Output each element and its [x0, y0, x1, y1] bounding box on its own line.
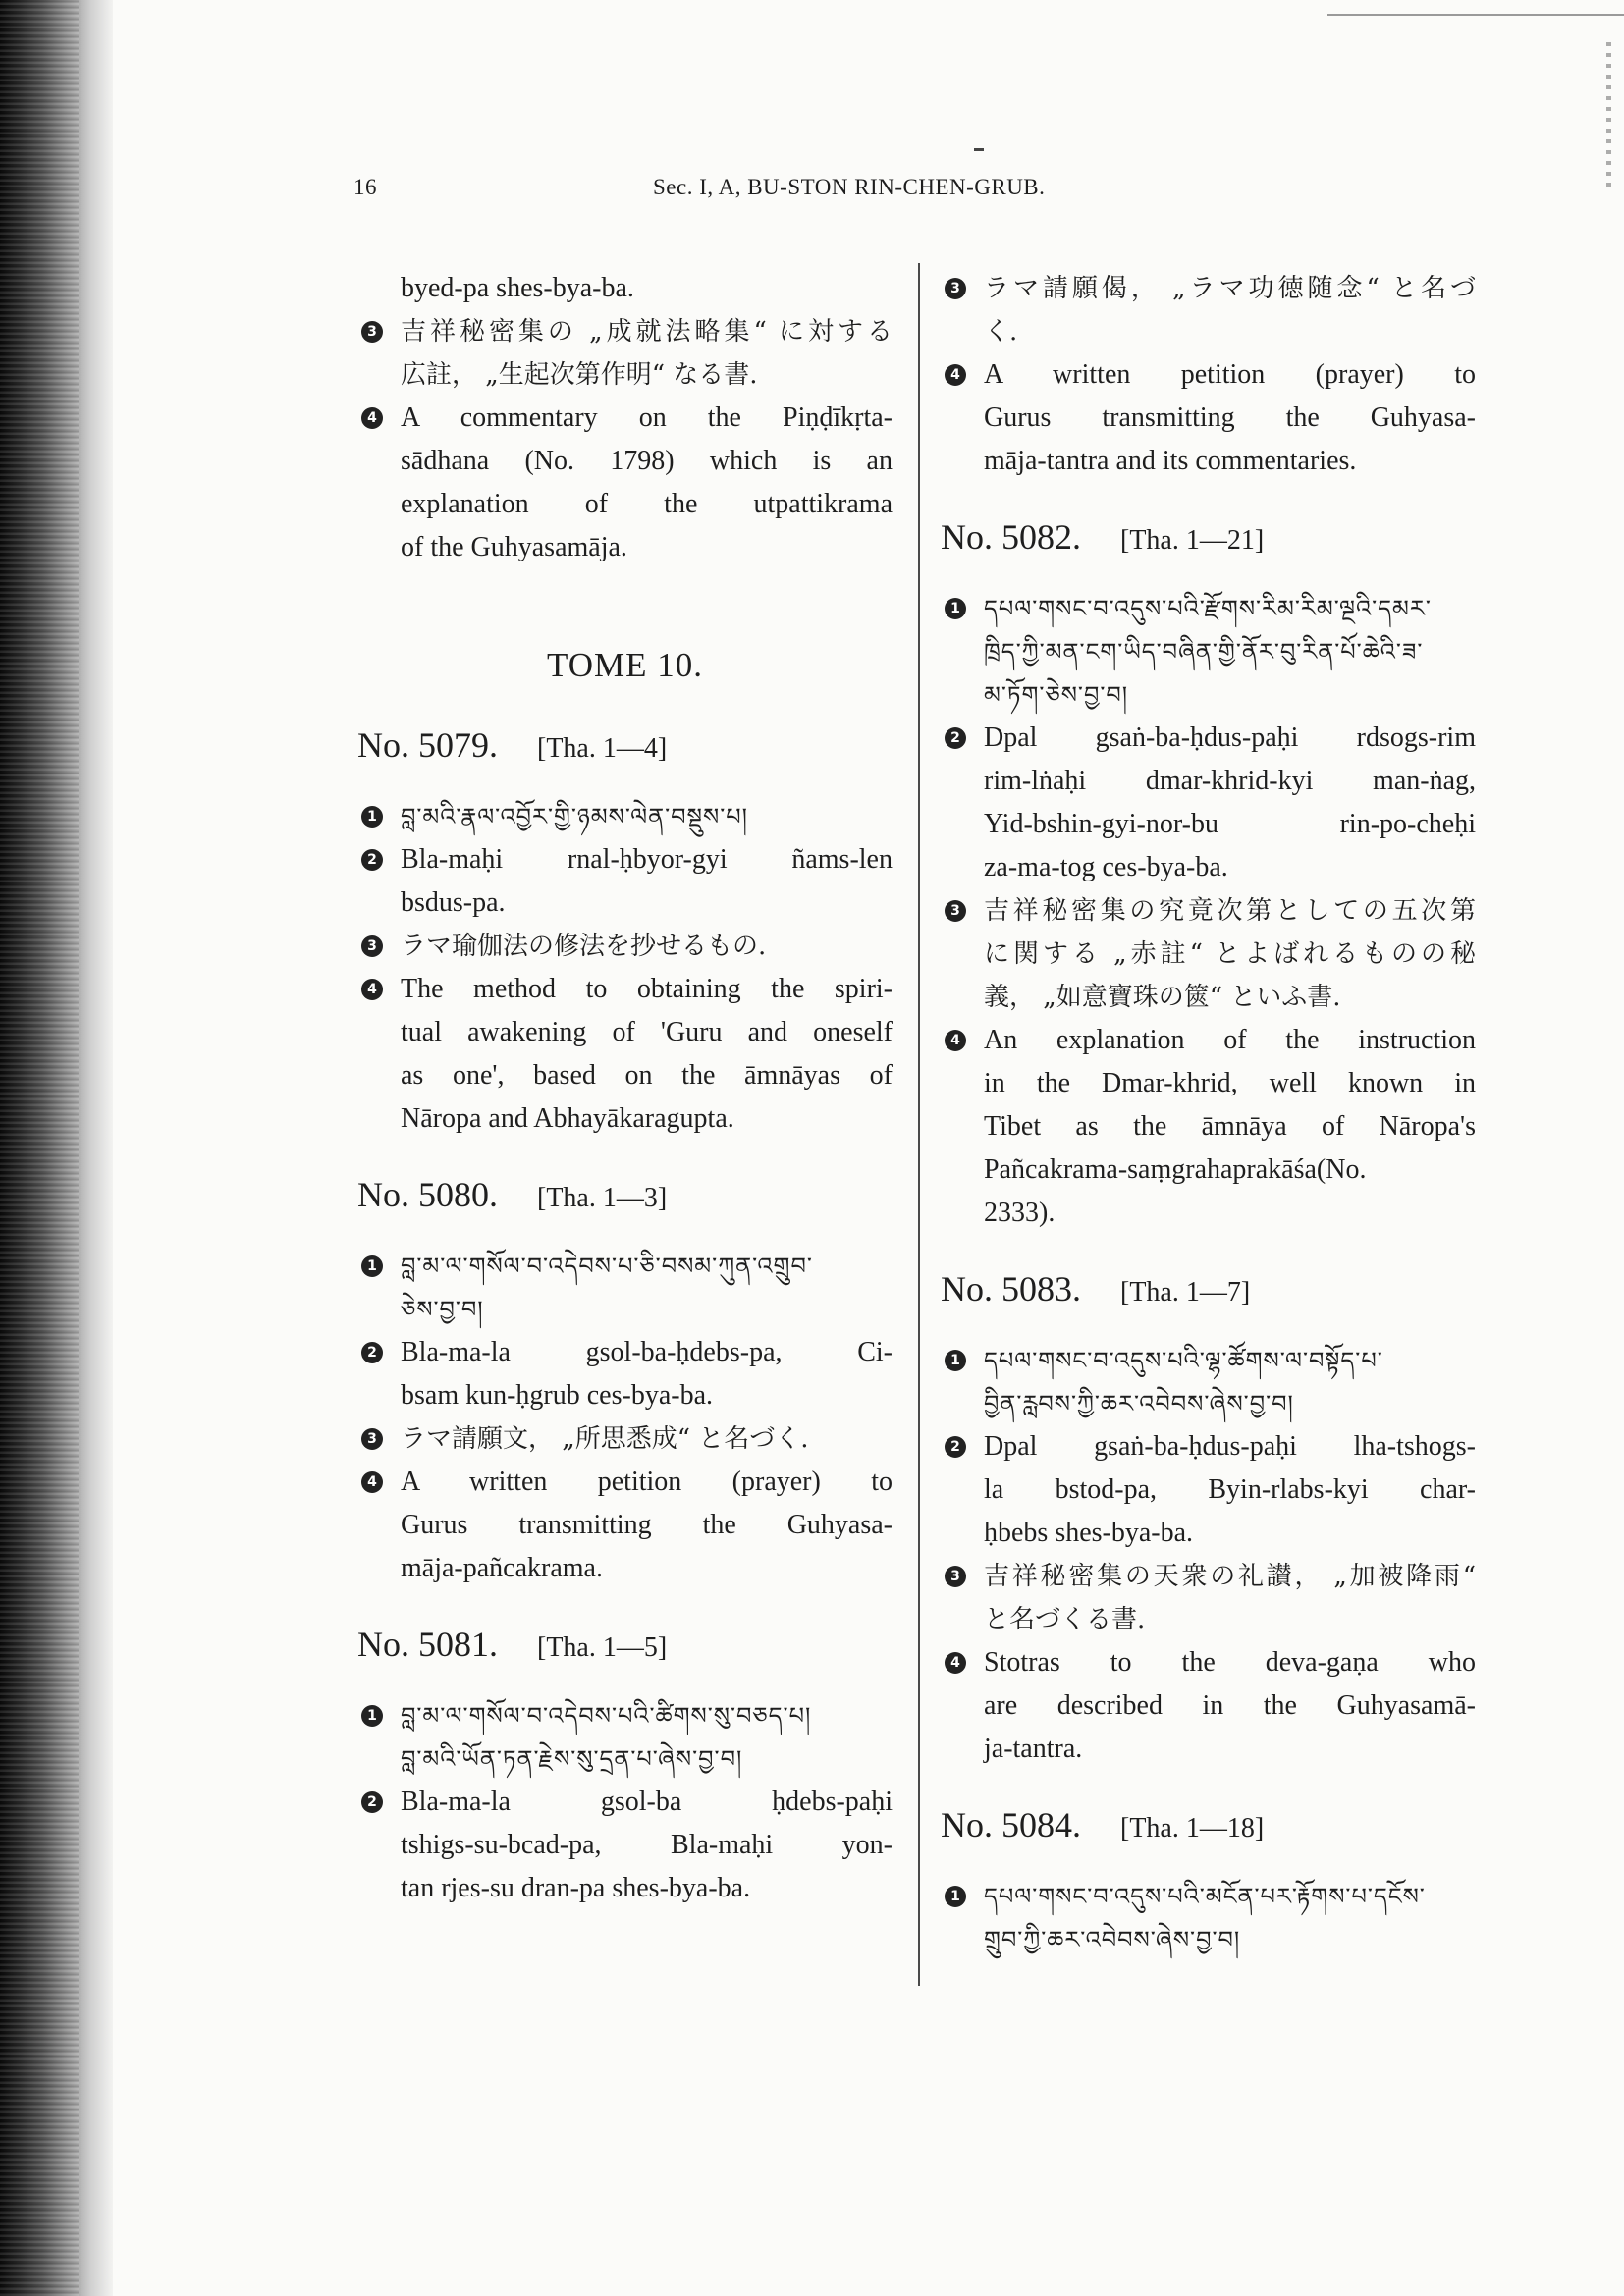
text-line: māja-pañcakrama. [401, 1553, 603, 1583]
marker-4-icon: 4 [945, 1030, 966, 1051]
text-line: ラマ請願偈， „ラマ功徳随念“ と名づ [984, 274, 1476, 303]
entry-reference: [Tha. 1—7] [1120, 1277, 1251, 1308]
section-heading: Sec. I, A, BU-STON RIN-CHEN-GRUB. [653, 175, 1046, 199]
marker-4-icon: 4 [945, 364, 966, 386]
text-line: Tibet as the āmnāya of Nāropa's [984, 1111, 1476, 1142]
text-line: བླ་མ་ལ་གསོལ་བ་འདེབས་པའི་ཚིགས་སུ་བཅད་པ། [401, 1702, 812, 1730]
marker-1-icon: 1 [361, 806, 383, 828]
item-english [357, 397, 893, 569]
running-head [353, 175, 1434, 214]
text-line: དཔལ་གསང་བ་འདུས་པའི་རྫོགས་རིམ་རིམ་ལྔའི་དམར་ [984, 595, 1432, 622]
catalogue-entry [941, 512, 1476, 1235]
text-line: Dpal gsaṅ-ba-ḥdus-paḥi rdsogs-rim [984, 722, 1476, 753]
item-japanese [941, 1555, 1476, 1641]
text-line: 吉祥秘密集の „成就法略集“ に対する [401, 317, 893, 347]
entry-heading [357, 721, 893, 774]
item-transliteration [357, 1781, 893, 1910]
text-line: A written petition (prayer) to [401, 1467, 893, 1497]
text-line: as one', based on the āmnāyas of [401, 1060, 893, 1091]
marker-1-icon: 1 [361, 1705, 383, 1727]
text-line: Bla-maḥi rnal-ḥbyor-gyi ñams-len [401, 844, 893, 875]
entry-reference: [Tha. 1—5] [537, 1632, 668, 1663]
entry-reference: [Tha. 1—21] [1120, 525, 1265, 556]
marker-3-icon: 3 [945, 278, 966, 299]
scan-binding-grain [0, 0, 79, 2296]
text-line: tshigs-su-bcad-pa, Bla-maḥi yon- [401, 1830, 893, 1860]
text-line: māja-tantra and its commentaries. [984, 446, 1357, 476]
text-line: A commentary on the Piṇḍīkṛta- [401, 402, 893, 433]
item-transliteration [357, 838, 893, 925]
item-tibetan [941, 1339, 1476, 1425]
entry-reference: [Tha. 1—4] [537, 733, 668, 764]
item-tibetan [357, 795, 893, 838]
text-line: rim-lṅaḥi dmar-khrid-kyi man-ṅag, [984, 766, 1476, 796]
text-line: བླ་མའི་ཡོན་ཏན་རྗེས་སུ་དྲན་པ་ཞེས་བྱ་བ། [401, 1745, 743, 1773]
entry-reference: [Tha. 1—18] [1120, 1813, 1265, 1843]
item-english [941, 1641, 1476, 1771]
marker-2-icon: 2 [945, 1436, 966, 1458]
item-tibetan [941, 1875, 1476, 1961]
text-line: Pañcakrama-saṃgrahaprakāśa(No. [984, 1154, 1367, 1185]
entry-heading [941, 1264, 1476, 1317]
text-line: explanation of the utpattikrama [401, 489, 893, 519]
text-line: bsam kun-ḥgrub ces-bya-ba. [401, 1380, 714, 1411]
text-line: བླ་མ་ལ་གསོལ་བ་འདེབས་པ་ཅི་བསམ་ཀུན་འགྲུབ་ [401, 1253, 813, 1280]
marker-3-icon: 3 [945, 900, 966, 922]
text-line: ཅེས་བྱ་བ། [401, 1296, 484, 1323]
text-line: Yid-bshin-gyi-nor-bu rin-po-cheḥi [984, 809, 1476, 839]
text-line: of the Guhyasamāja. [401, 532, 627, 562]
text-line: are described in the Guhyasamā- [984, 1690, 1476, 1721]
marker-1-icon: 1 [945, 1886, 966, 1907]
marker-1-icon: 1 [945, 1350, 966, 1371]
item-transliteration [941, 1425, 1476, 1555]
text-line: 吉祥秘密集の天衆の礼讃， „加被降雨“ [984, 1562, 1476, 1591]
item-tibetan [357, 1245, 893, 1331]
entry-number: No. 5080. [357, 1175, 498, 1214]
entry-number: No. 5083. [941, 1269, 1081, 1308]
entry-heading [357, 1170, 893, 1223]
scan-top-rule [1327, 14, 1624, 16]
entry-heading [941, 512, 1476, 565]
right-column [941, 267, 1476, 1961]
item-english [357, 968, 893, 1141]
text-line: Dpal gsaṅ-ba-ḥdus-paḥi lha-tshogs- [984, 1431, 1476, 1462]
text-line: 広註， „生起次第作明“ なる書. [401, 360, 758, 390]
text-line: in the Dmar-khrid, well known in [984, 1068, 1476, 1098]
text-line: The method to obtaining the spiri- [401, 974, 893, 1004]
marker-2-icon: 2 [361, 849, 383, 871]
text-line: Stotras to the deva-gaṇa who [984, 1647, 1476, 1678]
item-english [941, 1019, 1476, 1235]
marker-3-icon: 3 [945, 1566, 966, 1587]
entry-heading [357, 1620, 893, 1673]
text-line: བྱིན་རླབས་ཀྱི་ཆར་འབེབས་ཞེས་བྱ་བ། [984, 1390, 1294, 1417]
text-line: tual awakening of 'Guru and oneself [401, 1017, 893, 1047]
item-tibetan [941, 587, 1476, 717]
entry-number: No. 5082. [941, 517, 1081, 557]
marker-2-icon: 2 [945, 727, 966, 749]
column-divider [918, 263, 920, 1986]
text-line: sādhana (No. 1798) which is an [401, 446, 893, 476]
left-column [357, 267, 893, 1910]
text-line: 義， „如意寶珠の篋“ といふ書. [984, 983, 1341, 1012]
marker-1-icon: 1 [945, 598, 966, 619]
entry-number: No. 5079. [357, 725, 498, 765]
marker-2-icon: 2 [361, 1791, 383, 1813]
text-line: tan rjes-su dran-pa shes-bya-ba. [401, 1873, 751, 1903]
print-tick-mark [974, 148, 984, 151]
text-line: Bla-ma-la gsol-ba ḥdebs-paḥi [401, 1787, 893, 1817]
text-line: An explanation of the instruction [984, 1025, 1476, 1055]
text-line: la bstod-pa, Byin-rlabs-kyi char- [984, 1474, 1476, 1505]
item-japanese [941, 889, 1476, 1019]
text-line: bsdus-pa. [401, 887, 506, 918]
continued-line: byed-pa shes-bya-ba. [401, 273, 634, 303]
catalogue-entry [357, 1170, 893, 1590]
text-line: དཔལ་གསང་བ་འདུས་པའི་མངོན་པར་རྟོགས་པ་དངོས་ [984, 1883, 1426, 1910]
text-line: Nāropa and Abhayākaragupta. [401, 1103, 734, 1134]
item-transliteration [941, 717, 1476, 889]
marker-4-icon: 4 [361, 1471, 383, 1493]
marker-4-icon: 4 [945, 1652, 966, 1674]
text-line: ḥbebs shes-bya-ba. [984, 1518, 1194, 1548]
entry-number: No. 5084. [941, 1805, 1081, 1844]
tome-heading: TOME 10. [546, 646, 704, 684]
catalogue-entry [941, 1264, 1476, 1771]
text-line: Gurus transmitting the Guhyasa- [401, 1510, 893, 1540]
item-japanese [357, 1417, 893, 1461]
text-line: 吉祥秘密集の究竟次第としての五次第 [984, 896, 1476, 926]
text-line: と名づくる書. [984, 1605, 1146, 1634]
item-japanese [357, 310, 893, 397]
item-transliteration [357, 1331, 893, 1417]
text-line: A written petition (prayer) to [984, 359, 1476, 390]
item-japanese [357, 925, 893, 968]
item-japanese [941, 267, 1476, 353]
item-english [941, 353, 1476, 483]
text-line: く. [984, 317, 1018, 347]
item-english [357, 1461, 893, 1590]
text-line: མ་ཏོག་ཅེས་བྱ་བ། [984, 681, 1129, 709]
marker-2-icon: 2 [361, 1342, 383, 1363]
marker-1-icon: 1 [361, 1255, 383, 1277]
text-line: ラマ請願文， „所思悉成“ と名づく. [401, 1424, 809, 1454]
entry-number: No. 5081. [357, 1625, 498, 1664]
entry-heading [941, 1800, 1476, 1853]
text-line: に関する „赤註“ とよばれるものの秘 [984, 939, 1476, 969]
marker-3-icon: 3 [361, 1428, 383, 1450]
text-line: ཁྲིད་ཀྱི་མན་ངག་ཡིད་བཞིན་གྱི་ནོར་བུ་རིན་པོ་ཆེའི་ཟ་ [984, 638, 1424, 666]
marker-3-icon: 3 [361, 935, 383, 957]
item-tibetan [357, 1694, 893, 1781]
catalogue-entry [941, 1800, 1476, 1961]
catalogue-entry [357, 1620, 893, 1910]
catalogue-entry [357, 721, 893, 1141]
text-line: ラマ瑜伽法の修法を抄せるもの. [401, 932, 767, 961]
text-line: དཔལ་གསང་བ་འདུས་པའི་ལྷ་ཚོགས་ལ་བསྟོད་པ་ [984, 1347, 1383, 1374]
text-line: 2333). [984, 1198, 1056, 1228]
text-line: བླ་མའི་རྣལ་འབྱོར་གྱི་ཉམས་ལེན་བསྡུས་པ། [401, 803, 748, 830]
entry-reference: [Tha. 1—3] [537, 1183, 668, 1213]
page-number: 16 [353, 175, 377, 199]
marker-4-icon: 4 [361, 407, 383, 429]
text-line: ja-tantra. [984, 1734, 1083, 1764]
marker-4-icon: 4 [361, 979, 383, 1000]
text-line: གྲུབ་ཀྱི་ཆར་འབེབས་ཞེས་བྱ་བ། [984, 1926, 1241, 1953]
text-line: za-ma-tog ces-bya-ba. [984, 852, 1228, 882]
scan-edge-speck [1606, 39, 1611, 187]
text-line: Bla-ma-la gsol-ba-ḥdebs-pa, Ci- [401, 1337, 893, 1367]
marker-3-icon: 3 [361, 321, 383, 343]
text-line: Gurus transmitting the Guhyasa- [984, 402, 1476, 433]
